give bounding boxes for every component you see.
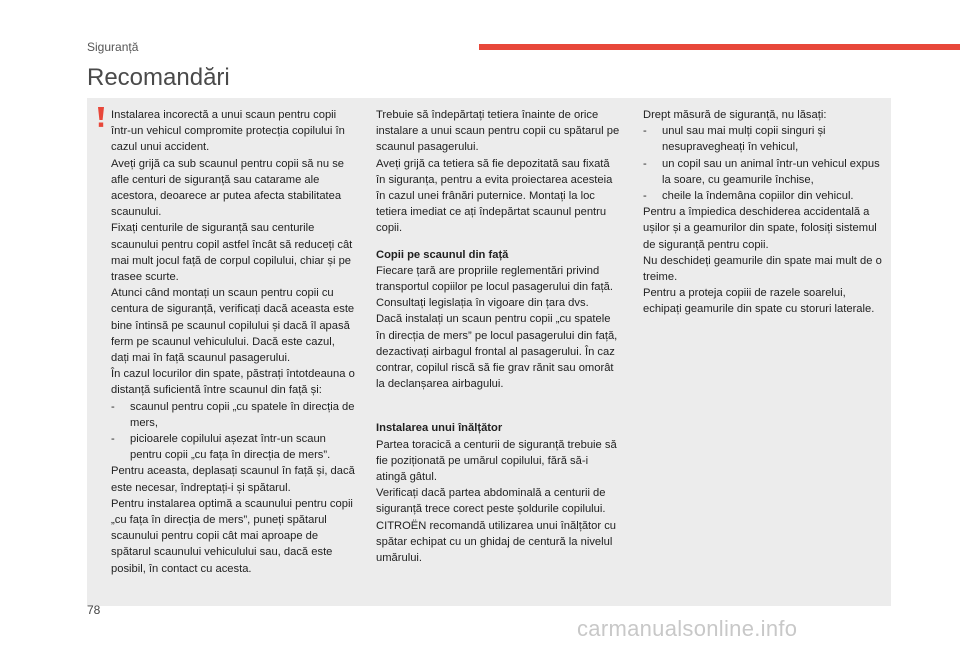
list-dash: -	[111, 433, 115, 446]
list-item-text: cheile la îndemâna copiilor din vehicul.	[662, 190, 854, 203]
subheading-booster: Instalarea unui înălțător	[376, 422, 503, 435]
list-item	[643, 156, 887, 188]
paragraph: Pentru instalarea optimă a scaunului pentru copii „cu fața în direcția de mers”, puneți spătarul scaunului pentru copii cât mai aproape de spătarul scaunului vehiculului sau, dacă este posibil, în contact cu acesta.	[111, 497, 353, 575]
paragraph: Instalarea incorectă a unui scaun pentru copii într-un vehicul compromite protecția copilului în cazul unui accident.	[111, 109, 345, 154]
list-item-text: un copil sau un animal într-un vehicul expus la soare, cu geamurile închise,	[662, 157, 880, 186]
watermark: carmanualsonline.info	[577, 616, 798, 641]
list-dash: -	[111, 400, 115, 413]
list-item	[111, 431, 355, 463]
column-middle	[376, 107, 620, 566]
paragraph: Verificați dacă partea abdominală a centurii de siguranță trece corect peste șoldurile copilului. CITROËN recomandă utilizarea unui înălțător cu spătar echipat cu un ghidaj de centură la nivelul umărului.	[376, 487, 617, 565]
list-dash: -	[643, 125, 647, 138]
paragraph: Dacă instalați un scaun pentru copii „cu spatele în direcția de mers” pe locul pasagerului din față, dezactivați airbagul frontal al pasagerului. În caz contrar, copilul riscă să fie grav rănit sau omorât la declanșarea airbagului.	[376, 313, 618, 391]
section-label: Siguranță	[87, 40, 139, 54]
paragraph: Aveți grijă ca sub scaunul pentru copii să nu se afle centuri de siguranță sau catarame ale acestora, deoarece ar putea afecta stabilitatea scaunului.	[111, 157, 345, 219]
paragraph: Nu deschideți geamurile din spate mai mult de o treime.	[643, 254, 882, 284]
subheading-front-seat: Copii pe scaunul din față	[376, 248, 509, 261]
list-dash: -	[643, 157, 647, 170]
paragraph: Fixați centurile de siguranță sau centurile scaunului pentru copil astfel încât să reduceți cât mai mult jocul față de corpul copilului, chiar și pe trasee scurte.	[111, 222, 353, 284]
list-item	[111, 399, 355, 431]
list-dash: -	[643, 190, 647, 203]
paragraph: Pentru a proteja copiii de razele soarelui, echipați geamurile din spate cu storuri laterale.	[643, 287, 875, 316]
column-left	[111, 107, 355, 577]
spacer	[376, 392, 620, 420]
spacer	[376, 237, 620, 247]
header-accent-bar	[479, 44, 960, 50]
exclamation-mark-icon	[94, 106, 108, 128]
paragraph: Pentru aceasta, deplasați scaunul în față și, dacă este necesar, îndreptați-i și spătarul.	[111, 465, 355, 494]
paragraph: În cazul locurilor din spate, păstrați întotdeauna o distanță suficientă între scaunul din față și:	[111, 368, 355, 397]
list-item	[643, 123, 887, 155]
paragraph: Fiecare țară are propriile reglementări privind transportul copiilor pe locul pasagerului din față. Consultați legislația în vigoare din țara dvs.	[376, 264, 613, 310]
paragraph: Trebuie să îndepărtați tetiera înainte de orice instalare a unui scaun pentru copii cu spătarul pe scaunul pasagerului.	[376, 109, 620, 154]
list-item-text: unul sau mai mulți copii singuri și nesupravegheați în vehicul,	[662, 125, 826, 154]
column-right	[643, 107, 887, 318]
paragraph: Aveți grijă ca tetiera să fie depozitată sau fixată în siguranța, pentru a evita proiectarea acesteia în cazul unei frânări puternice. Montați la loc tetiera imediat ce ați îndepărtat scaunul pentru copii.	[376, 157, 613, 235]
page-title: Recomandări	[87, 64, 230, 91]
page-number: 78	[87, 603, 101, 617]
list-item	[643, 188, 887, 204]
paragraph: Atunci când montați un scaun pentru copii cu centura de siguranță, verificați dacă aceasta este bine întinsă pe scaunul copilului și dacă îl apasă ferm pe scaunul vehiculului. Dacă este cazul, dați mai în față scaunul pasagerului.	[111, 287, 355, 365]
paragraph: Drept măsură de siguranță, nu lăsați:	[643, 109, 827, 121]
paragraph: Pentru a împiedica deschiderea accidentală a ușilor și a geamurilor din spate, folosiți sistemul de siguranță pentru copii.	[643, 206, 877, 251]
paragraph: Partea toracică a centurii de siguranță trebuie să fie poziționată pe umărul copilului, fără să-i atingă gâtul.	[376, 438, 617, 484]
list-item-text: scaunul pentru copii „cu spatele în direcția de mers,	[130, 400, 355, 429]
list-item-text: picioarele copilului așezat într-un scaun pentru copii „cu fața în direcția de mers”.	[130, 433, 331, 462]
